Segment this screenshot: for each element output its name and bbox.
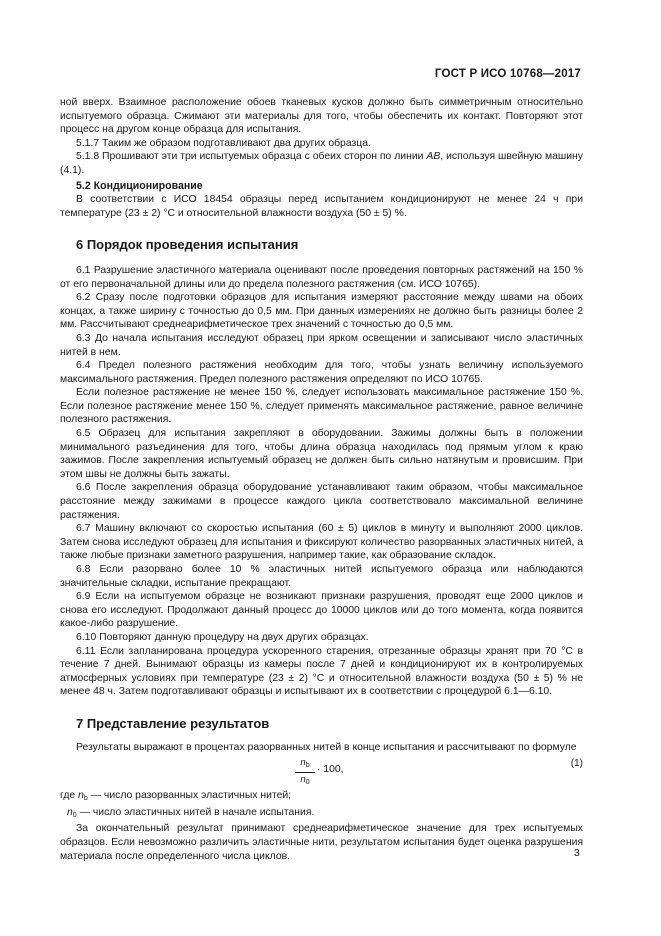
formula-fraction <box>295 757 315 788</box>
paragraph-5-1-8 <box>60 150 583 177</box>
paragraph-6-4: 6.4 Предел полезного растяжения необходим для того, чтобы узнать величину используемого максимального растяжения. Предел полезного растяжения определяют по ИСО 10765. <box>60 360 583 385</box>
paragraph-6-9: 6.9 Если на испытуемом образце не возникают признаки разрушения, проводят еще 2000 циклов и снова его исследуют. Продолжают данный процесс до 10000 циклов или до того момента, когда появится какое-либо разрушение. <box>60 591 583 630</box>
paragraph-5-2: В соответствии с ИСО 18454 образцы перед испытанием кондиционируют не менее 24 ч при температуре (23 ± 2) °С и относительной влажности воздуха (50 ± 5) %. <box>60 194 583 219</box>
paragraph-continuation: ной вверх. Взаимное расположение обоев тканевых кусков должно быть симметричным относительно испытуемого образца. Сжимают эти материалы для того, чтобы обеспечить их контакт. Повторяют этот процесс на другом конце образца для испытания. <box>60 97 583 136</box>
document-body <box>60 96 583 863</box>
where-2-subscript: 0 <box>72 811 77 819</box>
where-2-variable: n <box>67 806 73 818</box>
paragraph-7-intro: Результаты выражают в процентах разорванных нитей в конце испытания и рассчитывают по формуле <box>76 741 577 753</box>
formula-number: (1) <box>570 758 583 770</box>
denominator-subscript: 0 <box>305 779 310 787</box>
denominator-variable: n <box>300 774 306 786</box>
where-line-2 <box>60 806 583 823</box>
heading-section-7: 7 Представление результатов <box>76 715 270 731</box>
paragraph-6-3: 6.3 До начала испытания исследуют образец при ярком освещении и записывают число эластичных нитей в нем. <box>60 332 583 358</box>
numerator-subscript: b <box>305 762 310 770</box>
line-ab-label: AB <box>426 151 441 163</box>
page-number: 3 <box>574 848 580 859</box>
where-1-variable: n <box>78 790 84 802</box>
paragraph-5-1-8-start: 5.1.8 Прошивают эти три испытуемых образца с обеих сторон по линии <box>76 151 427 163</box>
paragraph-6-1: 6.1 Разрушение эластичного материала оценивают после проведения повторных растяжений на 150 % от его первоначальной длины или до предела полезного растяжения (см. ИСО 10765). <box>60 264 583 290</box>
where-1-text: — число разорванных эластичных нитей; <box>87 790 292 802</box>
where-line-1 <box>60 789 583 806</box>
formula-numerator <box>295 757 315 773</box>
paragraph-6-8: 6.8 Если разорвано более 10 % эластичных нитей испытуемого образца или наблюдаются значительные складки, испытание прекращают. <box>60 564 583 589</box>
paragraph-6-6: 6.6 После закрепления образца оборудование устанавливают таким образом, чтобы максимальное расстояние между зажимами в процессе каждого цикла соответствовало максимальной величине растяжения. <box>60 482 583 521</box>
where-2-text: — число эластичных нитей в начале испытания. <box>76 806 315 818</box>
paragraph-6-5: 6.5 Образец для испытания закрепляют в оборудовании. Зажимы должны быть в положении минимального разъединения для того, чтобы длина образца находилась под прямым углом к краю зажимов. После закрепления испытуемый образец не должен быть сильно натянутым и провисшим. При этом швы не должны быть зажаты. <box>60 428 583 480</box>
formula-multiplier: · 100, <box>317 764 344 776</box>
formula-1 <box>60 757 583 785</box>
paragraph-6-10: 6.10 Повторяют данную процедуру на двух других образцах. <box>76 631 369 643</box>
paragraph-6-7: 6.7 Машину включают со скоростью испытания (60 ± 5) циклов в минуту и выполняют 2000 циклов. Затем снова исследуют образец для испытания и фиксируют количество разорванных эластичных нитей, а также любые признаки заметного разрушения, например такие, как образование складок. <box>60 523 583 562</box>
paragraph-5-1-8-end: , используя швейную машину (4.1). <box>60 151 583 176</box>
document-code-header: ГОСТ Р ИСО 10768—2017 <box>434 68 581 80</box>
paragraph-6-2: 6.2 Сразу после подготовки образцов для испытания измеряют расстояние между швами на обоих концах, а также ширину с точностью до 0,5 мм. При данных измерениях не должно быть разницы более 2 мм. Рассчитывают среднеарифметическое трех значений с точностью до 0,5 мм. <box>60 292 583 331</box>
paragraph-7-result: За окончательный результат принимают среднеарифметическое значение для трех испытуемых образцов. Если невозможно различить эластичные нити, результатом испытания будет оценка разрушения материала после определенного числа циклов. <box>60 823 583 862</box>
where-prefix: где <box>60 790 79 802</box>
heading-5-2: 5.2 Кондиционирование <box>76 179 203 192</box>
where-1-subscript: b <box>83 795 88 803</box>
paragraph-6-11: 6.11 Если запланирована процедура ускоренного старения, отрезанные образцы хранят при 70 °С в течение 7 дней. Вынимают образцы из камеры после 7 дней и кондиционируют их в контролируемых атмосферных условиях при температуре (23 ± 2) °С и относительной влажности воздуха (50 ± 5) % не менее 48 ч. Затем подготавливают образцы и испытывают их в соответствии с процедурой 6.1—6.10. <box>60 645 583 698</box>
paragraph-5-1-7: 5.1.7 Таким же образом подготавливают два других образца. <box>76 137 371 149</box>
paragraph-6-4-continued: Если полезное растяжение не менее 150 %, следует использовать максимальное растяжение 150 %. Если полезное растяжение менее 150 %, следует применять максимальное растяжение, равное величине полезного растяжения. <box>60 387 583 426</box>
formula-denominator <box>295 773 315 788</box>
heading-section-6: 6 Порядок проведения испытания <box>76 237 299 253</box>
numerator-variable: n <box>300 757 306 769</box>
